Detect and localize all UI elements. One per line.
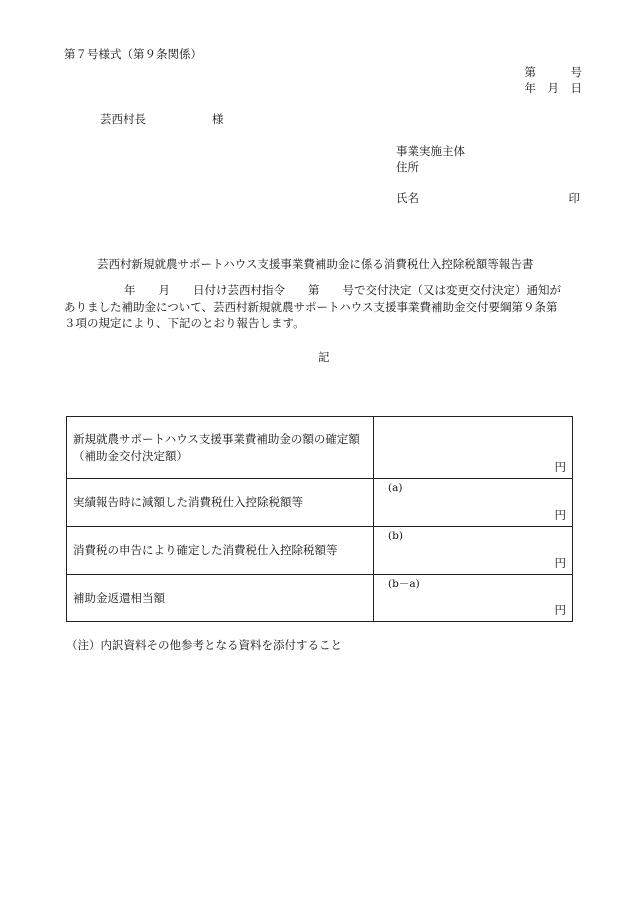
body-line-2: ありました補助金について、芸西村新規就農サポートハウス支援事業費補助金交付要綱第９条第	[64, 299, 558, 314]
applicant-name-label: 氏名	[396, 191, 419, 205]
table-row	[67, 575, 573, 622]
row-marker: (a)	[388, 482, 403, 494]
yen-unit: 円	[554, 603, 566, 618]
row-marker: (b－a)	[388, 578, 420, 590]
body-paragraph	[64, 282, 584, 332]
yen-unit: 円	[554, 460, 566, 475]
row-marker: (b)	[388, 530, 403, 542]
table-row	[67, 527, 573, 575]
document-date: 年 月 日	[524, 81, 582, 95]
body-line-1: 年 月 日付け芸西村指令 第 号で交付決定（又は変更交付決定）通知が	[124, 283, 561, 297]
amount-cell	[374, 417, 573, 479]
amounts-table	[66, 416, 573, 622]
seal-label: 印	[568, 191, 580, 205]
applicant-address-label: 住所	[396, 160, 419, 174]
form-number: 第７号様式（第９条関係）	[64, 47, 202, 61]
amount-cell	[374, 575, 573, 622]
body-line-3: ３項の規定により、下記のとおり報告します。	[64, 316, 305, 331]
applicant-entity-label: 事業実施主体	[396, 144, 465, 158]
note: （注）内訳資料その他参考となる資料を添付すること	[66, 638, 342, 652]
amount-cell	[374, 479, 573, 527]
addressee-honorific: 様	[212, 112, 224, 126]
row-label: 実績報告時に減額した消費税仕入控除税額等	[67, 479, 374, 527]
ki-heading: 記	[318, 350, 330, 364]
row-label: 新規就農サポートハウス支援事業費補助金の額の確定額（補助金交付決定額）	[67, 417, 374, 479]
amount-cell	[374, 527, 573, 575]
yen-unit: 円	[554, 556, 566, 571]
document-number: 第 号	[524, 65, 582, 79]
addressee-name: 芸西村長	[100, 112, 146, 126]
table-row	[67, 479, 573, 527]
row-label: 補助金返還相当額	[67, 575, 374, 622]
report-title: 芸西村新規就農サポートハウス支援事業費補助金に係る消費税仕入控除税額等報告書	[97, 257, 534, 271]
table-row	[67, 417, 573, 479]
yen-unit: 円	[554, 508, 566, 523]
row-label: 消費税の申告により確定した消費税仕入控除税額等	[67, 527, 374, 575]
addressee	[100, 111, 224, 128]
